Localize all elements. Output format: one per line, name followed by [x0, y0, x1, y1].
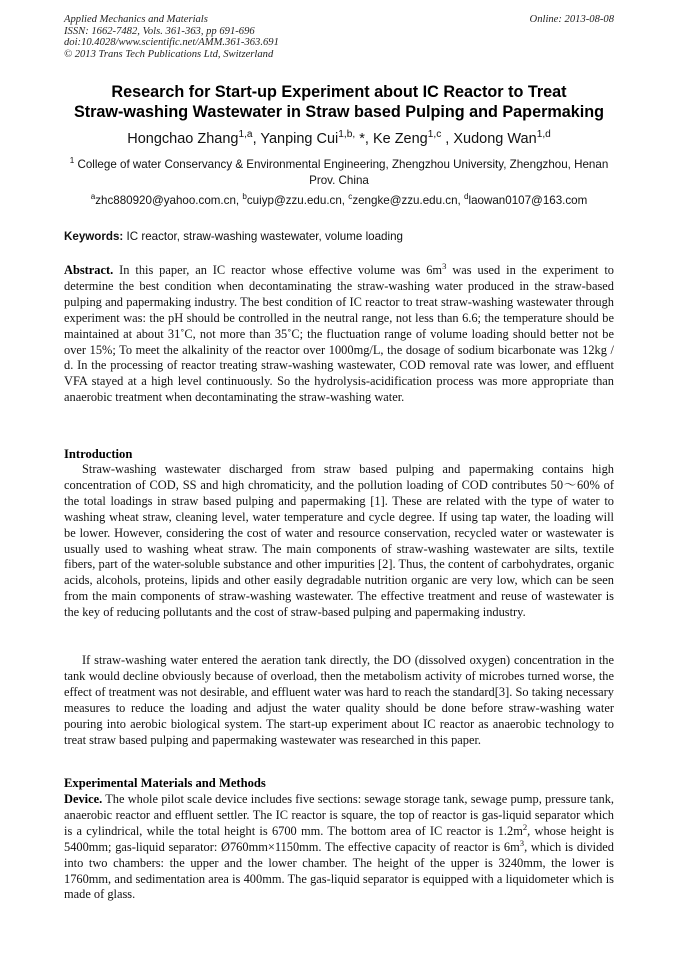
author-name: Xudong Wan	[453, 131, 537, 147]
author-name: Yanping Cui	[260, 131, 339, 147]
affiliation-text: College of water Conservancy & Environmental Engineering, Zhengzhou University, Zhengzhou, Henan Prov. China	[77, 158, 609, 187]
corresponding-mark: *	[359, 131, 365, 147]
device-superscript: 2	[522, 821, 528, 832]
introduction-heading: Introduction	[64, 447, 133, 461]
methods-heading: Experimental Materials and Methods	[64, 776, 266, 790]
abstract-label: Abstract.	[64, 263, 114, 277]
journal-header	[64, 14, 279, 60]
device-label: Device.	[64, 792, 103, 806]
journal-name: Applied Mechanics and Materials	[64, 14, 208, 25]
email-superscript: a	[90, 192, 96, 202]
issn-line: ISSN: 1662-7482, Vols. 361-363, pp 691-696	[64, 25, 255, 37]
paper-title	[40, 82, 638, 122]
keywords	[64, 229, 614, 245]
abstract-text-b: was used in the experiment to determine the best condition when decontaminating the straw-washing water produced in the straw-based pulping and papermaking industry. The best condition of IC reactor to treat straw-washing wastewater through experiment was: the pH should be controlled in the neutral range, not less than 6.6; the temperature should be maintained at about 31˚C, not more than 35˚C; the fluctuation range of volume loading should better not be over 15%; To meet the alkalinity of the reactor over 1000mg/L, the dosage of sodium bicarbonate was 12kg / d. In the processing of reactor treating straw-washing wastewater, COD removal rate was lower, and effluent VFA stayed at a high level continuously. So the hydrolysis-acidification process was more appropriate than anaerobic treatment when decontaminating the straw-washing water.	[64, 263, 614, 405]
email-list	[40, 193, 638, 209]
author-name: Ke Zeng	[372, 131, 428, 147]
device-text-a: The whole pilot scale device includes five sections: sewage storage tank, sewage pump, pressure tank, anaerobic reactor and effluent settler. The IC reactor is square, the top of reactor is gas-liquid separator which is a cylindrical, while the total height is 6700 mm. The bottom area of IC reactor is 1.2m	[64, 792, 614, 838]
device-text-c: , which is divided into two chambers: the upper and the lower chamber. The height of the upper is 3240mm, the lower is 1760mm, and sedimentation area is 400mm. The gas-liquid separator is equipped with a liquidometer which is made of glass.	[64, 839, 614, 902]
email-superscript: d	[464, 192, 469, 202]
email-link[interactable]: zhc880920@yahoo.com.cn,	[95, 194, 240, 207]
methods-device-paragraph	[64, 792, 614, 903]
device-superscript: 3	[519, 837, 525, 848]
affiliation-number: 1	[69, 156, 75, 166]
author-name: Hongchao Zhang	[127, 131, 239, 147]
copyright-line: © 2013 Trans Tech Publications Ltd, Switzerland	[64, 48, 274, 60]
online-date: Online: 2013-08-08	[529, 14, 614, 25]
author-superscript: 1,d	[536, 129, 551, 141]
abstract-superscript: 3	[442, 260, 447, 271]
affiliation	[64, 157, 614, 189]
email-link[interactable]: zengke@zzu.edu.cn,	[352, 194, 461, 207]
title-line-1: Research for Start-up Experiment about IC Reactor to Treat	[111, 83, 567, 101]
author-superscript: 1,b,	[338, 129, 356, 141]
device-text-b: , whose height is 5400mm; gas-liquid separator: Ø760mm×1150mm. The effective capacity of reactor is 6m	[64, 823, 614, 854]
email-superscript: b	[242, 192, 247, 202]
keywords-label: Keywords:	[64, 230, 124, 243]
author-superscript: 1,a	[238, 129, 253, 141]
abstract	[64, 260, 614, 406]
abstract-text-a: In this paper, an IC reactor whose effective volume was 6m	[119, 263, 443, 277]
introduction-paragraph-2: If straw-washing water entered the aeration tank directly, the DO (dissolved oxygen) concentration in the tank would decline obviously because of overload, then the metabolism activity of microbes turned worse, the effect of treatment was not desirable, and effluent water was hard to reach the standard[3]. So taking necessary measures to reduce the loading and adjust the water quality should be done before straw-washing water pouring into aerobic biological system. The start-up experiment about IC reactor as anaerobic technology to treat straw based pulping and papermaking wastewater was researched in this paper.	[64, 653, 614, 747]
author-list: Hongchao Zhang$^{1,a}$, Yanping Cui$^{1,b,}$ *, Ke Zeng$^{1,c}$ , Xudong Wan$^{1,d}$	[127, 129, 551, 147]
title-line-2: Straw-washing Wastewater in Straw based Pulping and Papermaking	[73, 103, 605, 121]
author-superscript: 1,c	[427, 129, 442, 141]
email-link[interactable]: cuiyp@zzu.edu.cn,	[246, 194, 346, 207]
email-superscript: c	[348, 192, 353, 202]
keywords-text: IC reactor, straw-washing wastewater, volume loading	[126, 230, 403, 243]
doi-line: doi:10.4028/www.scientific.net/AMM.361-363.691	[64, 37, 279, 49]
introduction-paragraph-1: Straw-washing wastewater discharged from straw based pulping and papermaking contains high concentration of COD, SS and high chromaticity, and the pollution loading of COD contributes 50～60% of the total loadings in straw based pulping and papermaking [1]. These are related with the type of water to washing wheat straw, cleaning level, water temperature and cycle degree. If using tap water, the loading will be lower. However, considering the cost of water and resource conservation, recycled water or wastewater is usually used to washing wheat straw. The main components of straw-washing wastewater are silts, textile fibers, part of the water-soluble substance and other impurities [2]. Thus, the content of carbohydrates, organic acids, alcohols, proteins, lipids and other easily degradable nutrition organic are very low, which can be seen from the main components of straw-washing wastewater. The effective treatment and reuse of wastewater is the key of reducing pollutants and the cost of straw-based pulping and papermaking industry.	[64, 462, 614, 620]
email-link[interactable]: laowan0107@163.com	[468, 194, 588, 207]
